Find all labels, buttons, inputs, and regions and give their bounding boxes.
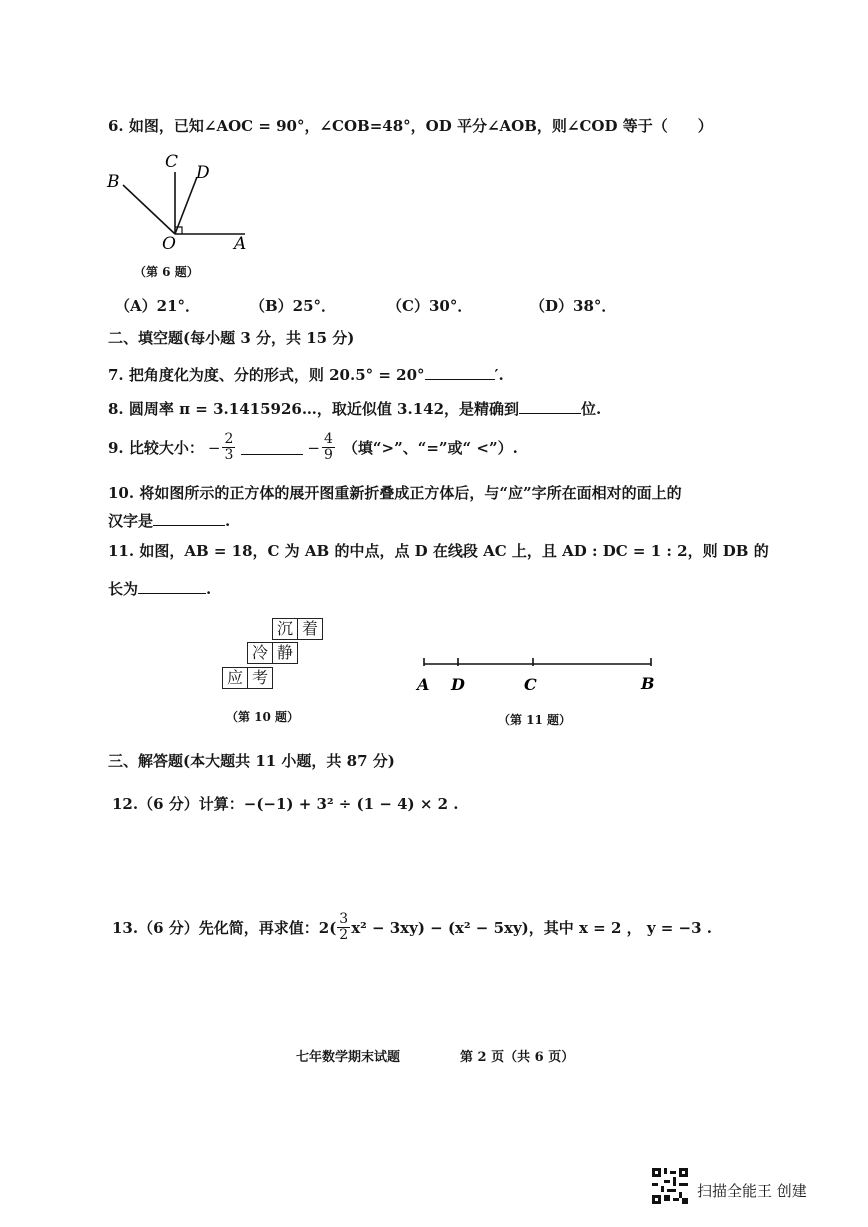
answer-blank-8 bbox=[519, 399, 581, 414]
question-8-prefix: 8. 圆周率 π = 3.1415926…，取近似值 3.142，是精确到 bbox=[108, 400, 520, 418]
question-13-expression: x² − 3xy) − (x² − 5xy)，其中 x = 2 ， y = −3 . bbox=[351, 919, 713, 937]
net-face-zhuo: 着 bbox=[297, 618, 323, 640]
question-10-suffix: . bbox=[225, 512, 231, 530]
point-b-label: B bbox=[641, 674, 655, 693]
question-10-caption: （第 10 题） bbox=[226, 710, 300, 724]
fraction-2-numerator: 4 bbox=[323, 431, 333, 447]
label-d: D bbox=[196, 163, 210, 183]
question-11-line-1: 11. 如图，AB = 18，C 为 AB 的中点，点 D 在线段 AC 上，且 AD : DC = 1 : 2，则 DB 的 bbox=[108, 542, 769, 560]
fraction-1-sign: − bbox=[207, 438, 221, 457]
label-o: O bbox=[162, 234, 176, 254]
net-face-leng: 冷 bbox=[247, 642, 273, 664]
question-13-prefix: 13.（6 分）先化简，再求值：2( bbox=[112, 919, 337, 937]
point-c-label: C bbox=[524, 675, 537, 694]
question-7-suffix: ′. bbox=[494, 366, 504, 384]
question-8 bbox=[108, 398, 601, 419]
net-face-kao: 考 bbox=[247, 667, 273, 689]
footer-page: 第 2 页（共 6 页） bbox=[460, 1050, 575, 1065]
question-11-caption: （第 11 题） bbox=[498, 713, 572, 727]
fraction-3-2-denominator: 2 bbox=[339, 927, 349, 943]
fraction-2-sign: − bbox=[307, 438, 320, 457]
question-11-line-2 bbox=[108, 578, 211, 599]
question-12: 12.（6 分）计算：−(−1) + 3² ÷ (1 − 4) × 2 . bbox=[112, 795, 459, 813]
question-9 bbox=[108, 432, 518, 463]
answer-blank-7 bbox=[425, 365, 495, 380]
point-d-label: D bbox=[451, 675, 465, 694]
question-6-figure bbox=[100, 145, 270, 255]
qr-code-icon bbox=[652, 1168, 688, 1204]
net-face-chen: 沉 bbox=[272, 618, 298, 640]
fraction-2 bbox=[322, 432, 335, 463]
section-3-heading: 三、解答题(本大题共 11 小题，共 87 分) bbox=[108, 752, 395, 770]
option-b: （B）25°． bbox=[250, 297, 337, 315]
net-face-ying: 应 bbox=[222, 667, 248, 689]
question-7-prefix: 7. 把角度化为度、分的形式，则 20.5° = 20° bbox=[108, 366, 425, 384]
question-10-line-2 bbox=[108, 510, 230, 531]
question-10-line-1: 10. 将如图所示的正方体的展开图重新折叠成正方体后，与“应”字所在面相对的面上的 bbox=[108, 484, 682, 502]
section-2-heading: 二、填空题(每小题 3 分，共 15 分) bbox=[108, 329, 355, 347]
question-6-text: 6. 如图，已知∠AOC = 90°，∠COB=48°，OD 平分∠AOB，则∠COD 等于（ ） bbox=[108, 117, 713, 135]
question-6-caption: （第 6 题） bbox=[134, 265, 199, 279]
question-7 bbox=[108, 364, 504, 385]
segment-figure bbox=[415, 652, 665, 696]
ray-od bbox=[175, 177, 197, 234]
fraction-2-denominator: 9 bbox=[323, 447, 333, 463]
question-13 bbox=[112, 912, 712, 943]
ray-ob bbox=[123, 185, 175, 234]
net-face-jing: 静 bbox=[272, 642, 298, 664]
fraction-3-2-numerator: 3 bbox=[339, 911, 349, 927]
option-d: （D）38°． bbox=[530, 297, 617, 315]
scanner-watermark-text: 扫描全能王 创建 bbox=[697, 1182, 807, 1200]
footer-title: 七年数学期末试题 bbox=[296, 1050, 401, 1065]
label-c: C bbox=[165, 152, 179, 172]
answer-blank-9 bbox=[241, 440, 303, 455]
question-11-prefix: 长为 bbox=[108, 580, 139, 598]
answer-blank-10 bbox=[153, 511, 225, 526]
fraction-3-2 bbox=[337, 912, 350, 943]
question-8-suffix: 位. bbox=[581, 400, 602, 418]
option-a: （A）21°． bbox=[115, 297, 201, 315]
question-9-prefix: 9. 比较大小： bbox=[108, 439, 204, 457]
question-11-suffix: . bbox=[206, 580, 212, 598]
label-a: A bbox=[234, 234, 247, 254]
question-9-suffix: （填“>”、“=”或“ <”）. bbox=[342, 439, 518, 457]
point-a-label: A bbox=[417, 675, 430, 694]
answer-blank-11 bbox=[138, 579, 206, 594]
question-10-prefix: 汉字是 bbox=[108, 512, 154, 530]
fraction-1-denominator: 3 bbox=[224, 447, 234, 463]
fraction-1-numerator: 2 bbox=[224, 431, 234, 447]
label-b: B bbox=[107, 172, 120, 192]
fraction-1 bbox=[222, 432, 235, 463]
option-c: （C）30°． bbox=[387, 297, 473, 315]
